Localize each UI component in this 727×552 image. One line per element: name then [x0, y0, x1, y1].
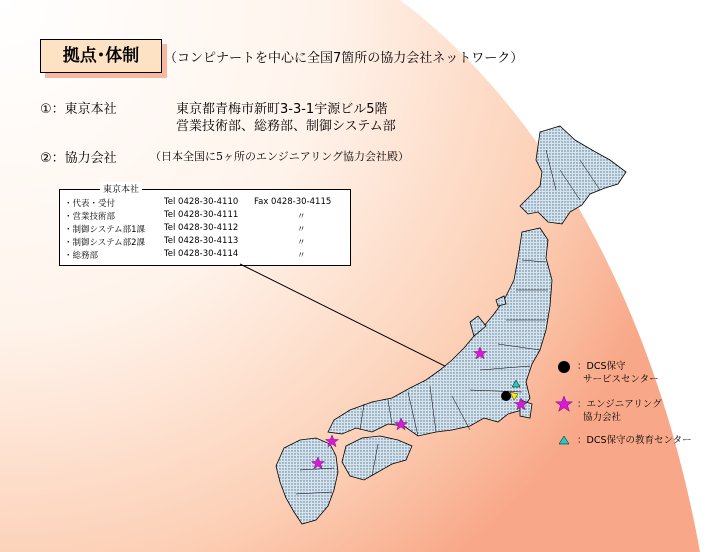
legend-engineering-label — [577, 398, 662, 424]
shikoku-island — [342, 436, 412, 480]
page-title: 拠点･体制 — [40, 39, 162, 73]
hokkaido-island — [520, 126, 626, 224]
contact-dept: ・制御システム部1課 — [64, 225, 146, 235]
kyushu-island — [276, 438, 338, 524]
contact-tel: Tel 0428-30-4114 — [164, 249, 239, 259]
contact-dept: ・制御システム部2課 — [64, 238, 146, 248]
contact-dept: ・総務部 — [64, 251, 99, 261]
legend-triangle-icon — [559, 436, 569, 444]
contact-box-heading: 東京本社 — [100, 182, 142, 195]
hq-marker-dot — [501, 391, 511, 401]
legend-engineering-line1: ：エンジニアリング — [577, 399, 662, 410]
legend-engineering-line2: 協力会社 — [583, 412, 622, 423]
sado-island — [496, 296, 506, 306]
legend-dcs-dot-icon — [558, 361, 570, 373]
contact-fax: Fax 0428-30-4115 — [254, 197, 332, 207]
section1-label: ①：東京本社 — [40, 102, 117, 117]
legend-dcs-label — [577, 360, 659, 386]
legend-dcs-line2: サービスセンター — [583, 374, 659, 385]
section2-label: ②：協力会社 — [40, 151, 117, 166]
page-subtitle: （コンピナートを中心に全国7箇所の協力会社ネットワーク） — [164, 51, 524, 66]
contact-tel: Tel 0428-30-4112 — [164, 223, 239, 233]
legend-star-icon — [556, 396, 573, 411]
contact-dept: ・営業技術部 — [64, 212, 116, 222]
contact-tel: Tel 0428-30-4113 — [164, 236, 239, 246]
legend-dcs-line1: ：DCS保守 — [577, 361, 626, 372]
legend-training-label: ：DCS保守の教育センター — [577, 435, 692, 446]
contact-tel: Tel 0428-30-4110 — [164, 197, 239, 207]
contact-tel: Tel 0428-30-4111 — [164, 210, 239, 220]
contact-fax: 〃 — [297, 212, 306, 222]
contact-fax: 〃 — [297, 238, 306, 248]
section2-note: （日本全国に5ヶ所のエンジニアリング協力会社殿） — [150, 150, 410, 163]
contact-fax: 〃 — [297, 251, 306, 261]
contact-dept: ・代表・受付 — [64, 199, 116, 209]
hq-address: 東京都青梅市新町3-3-1宇源ビル5階 — [176, 102, 388, 117]
hq-departments: 営業技術部、総務部、制御システム部 — [176, 119, 396, 134]
contact-fax: 〃 — [297, 225, 306, 235]
